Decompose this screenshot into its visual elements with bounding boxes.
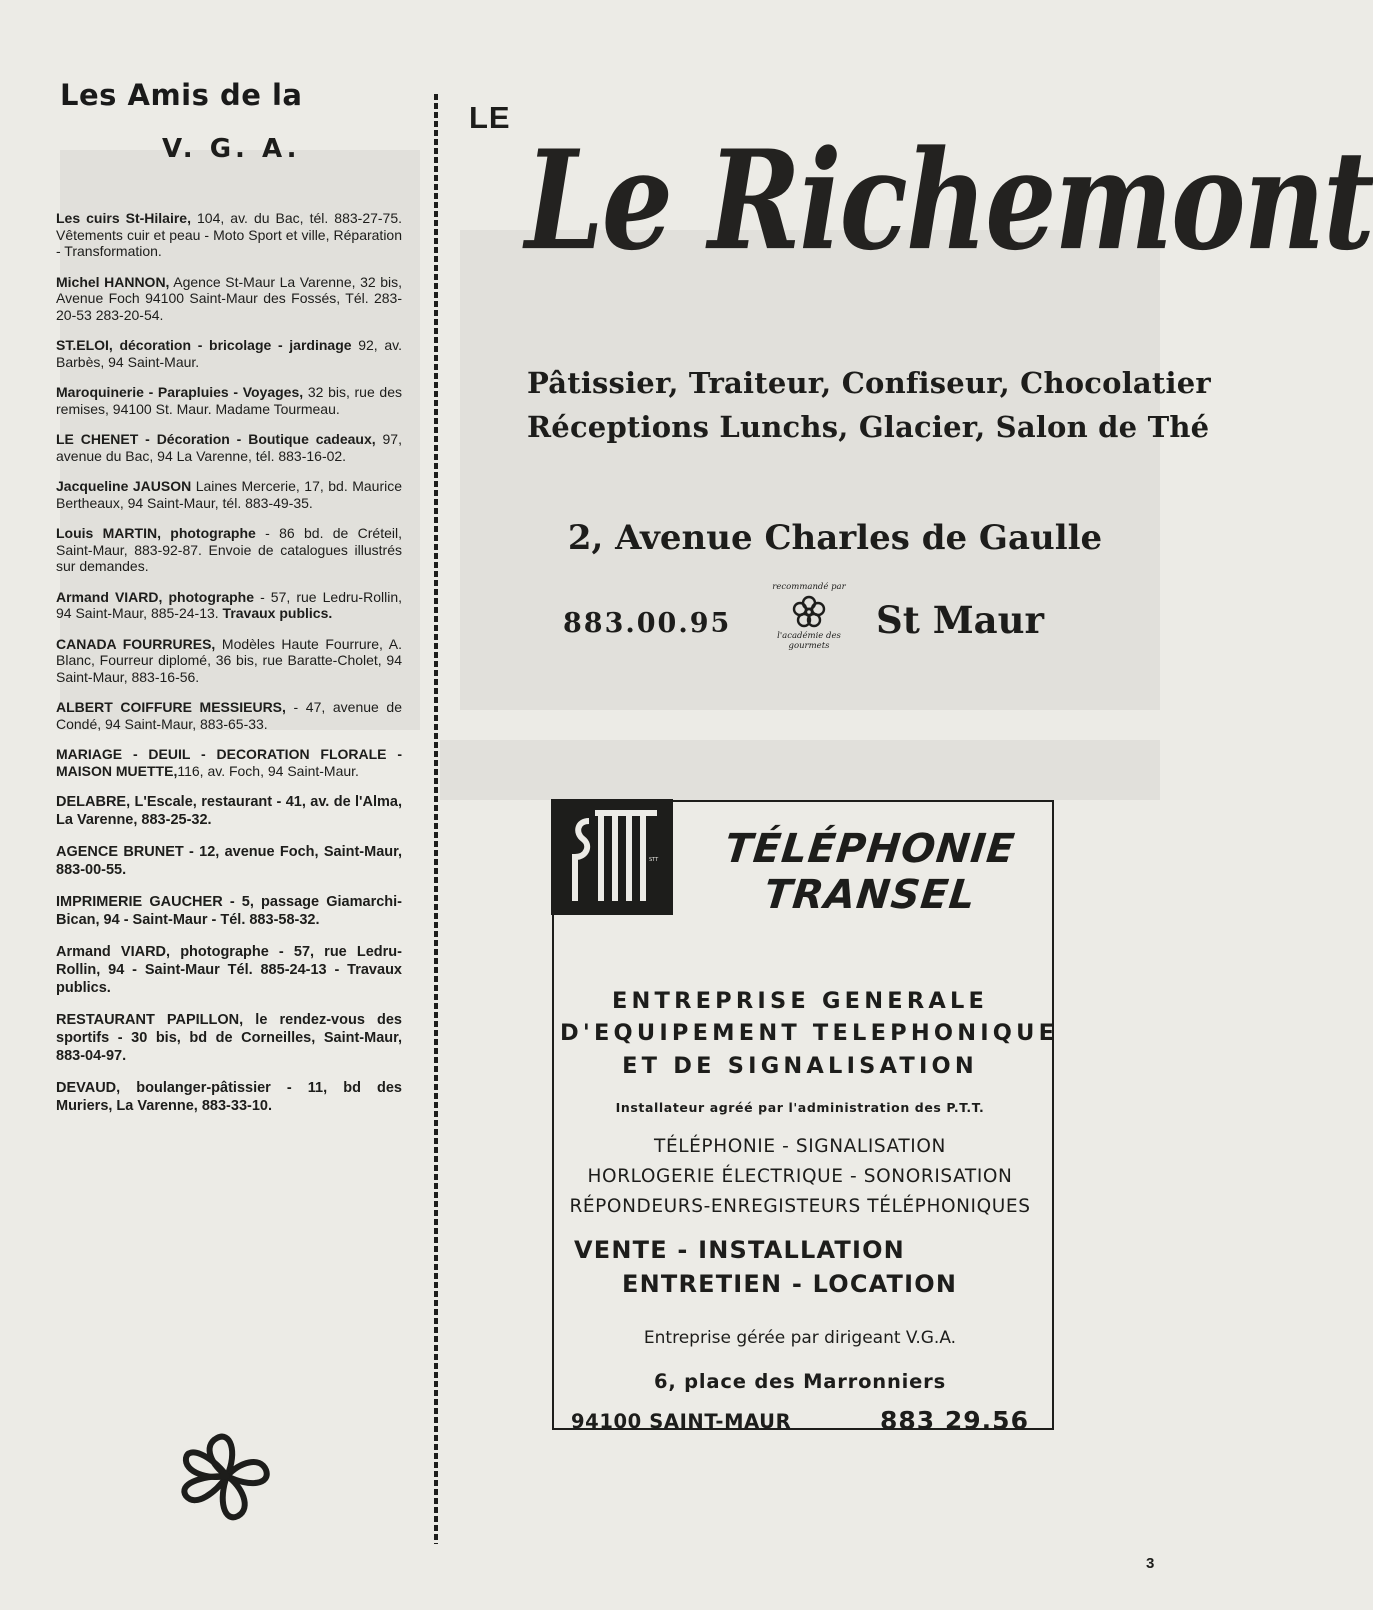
transel-sales-line: VENTE - INSTALLATION [574, 1236, 905, 1264]
transel-address: 6, place des Marronniers [653, 1370, 946, 1393]
reco-label: recommandé par [772, 582, 846, 592]
transel-tagline-3: ET DE SIGNALISATION [622, 1053, 978, 1079]
page-number: 3 [1146, 1555, 1155, 1572]
rosette-icon [791, 594, 827, 630]
stt-logo [551, 799, 673, 915]
sponsor-entry: ST.ELOI, décoration - bricolage - jardinage 92, av. Barbès, 94 Saint-Maur. [56, 337, 402, 370]
sponsor-entry: Armand VIARD, photographe - 57, rue Ledru-Rollin, 94 Saint-Maur, 885-24-13. Travaux publics. [56, 588, 402, 621]
richemont-phone: 883.00.95 [563, 608, 732, 639]
transel-heading-2: TRANSEL [762, 872, 978, 918]
sponsor-entry: Armand VIARD, photographe - 57, rue Ledru-Rollin, 94 - Saint-Maur Tél. 885-24-13 - Travaux publics. [56, 944, 402, 996]
transel-managed-by: Entreprise gérée par dirigeant V.G.A. [643, 1328, 957, 1348]
sponsor-entry: DELABRE, L'Escale, restaurant - 41, av. de l'Alma, La Varenne, 883-25-32. [56, 794, 402, 828]
sponsor-entry: LE CHENET - Décoration - Boutique cadeaux, 97, avenue du Bac, 94 La Varenne, tél. 883-16-02. [56, 431, 402, 464]
sponsor-entry: IMPRIMERIE GAUCHER - 5, passage Giamarchi-Bican, 94 - Saint-Maur - Tél. 883-58-32. [56, 894, 402, 928]
richemont-le: LE [469, 100, 511, 135]
flower-ornament-icon [172, 1426, 282, 1534]
sponsors-column [56, 78, 402, 1129]
sponsor-entry: MARIAGE - DEUIL - DECORATION FLORALE - MAISON MUETTE,116, av. Foch, 94 Saint-Maur. [56, 746, 402, 779]
sponsor-listings [56, 210, 402, 1115]
richemont-services-line1: Pâtissier, Traiteur, Confiseur, Chocolatier [527, 366, 1211, 400]
sponsor-entry: ALBERT COIFFURE MESSIEURS, - 47, avenue de Condé, 94 Saint-Maur, 883-65-33. [56, 699, 402, 732]
transel-service-line: ENTRETIEN - LOCATION [622, 1270, 958, 1298]
richemont-services-line2: Réceptions Lunchs, Glacier, Salon de Thé [527, 410, 1210, 444]
reco-academy: l'académie des gourmets [777, 631, 841, 651]
richemont-address: 2, Avenue Charles de Gaulle [567, 518, 1103, 558]
transel-city: 94100 SAINT-MAUR [571, 1410, 792, 1433]
transel-tagline-2: D'EQUIPEMENT TELEPHONIQUE [560, 1020, 1059, 1046]
stt-logo-text: STT [649, 857, 659, 863]
transel-service-2: HORLOGERIE ÉLECTRIQUE - SONORISATION [587, 1166, 1013, 1187]
transel-phone: 883 29.56 [880, 1406, 1029, 1435]
sponsor-entry: CANADA FOURRURES, Modèles Haute Fourrure, A. Blanc, Fourreur diplomé, 36 bis, rue Baratte-Cholet, 94 Saint-Maur, 883-16-56. [56, 635, 402, 685]
sponsor-entry: Maroquinerie - Parapluies - Voyages, 32 bis, rue des remises, 94100 St. Maur. Madame Tourmeau. [56, 384, 402, 417]
sponsor-entry: RESTAURANT PAPILLON, le rendez-vous des sportifs - 30 bis, bd de Corneilles, Saint-Maur, 883-04-97. [56, 1012, 402, 1064]
stt-logo-mark [551, 799, 673, 915]
transel-tagline-1: ENTREPRISE GENERALE [611, 988, 989, 1014]
transel-service-3: RÉPONDEURS-ENREGISTEURS TÉLÉPHONIQUES [569, 1196, 1031, 1217]
richemont-logo-text: Le Richemont [525, 121, 1373, 282]
sponsor-entry: AGENCE BRUNET - 12, avenue Foch, Saint-Maur, 883-00-55. [56, 844, 402, 878]
sponsor-entry: Michel HANNON, Agence St-Maur La Varenne, 32 bis, Avenue Foch 94100 Saint-Maur des Fossés, Tél. 283-20-53 283-20-54. [56, 273, 402, 323]
transel-service-1: TÉLÉPHONIE - SIGNALISATION [654, 1136, 946, 1157]
sponsor-entry: Les cuirs St-Hilaire, 104, av. du Bac, tél. 883-27-75. Vêtements cuir et peau - Moto Sport et ville, Réparation - Transformation. [56, 210, 403, 259]
sponsors-title: Les Amis de la [60, 78, 303, 112]
column-divider [434, 94, 438, 1544]
richemont-city: St Maur [876, 598, 1045, 642]
sponsor-entry: DEVAUD, boulanger-pâtissier - 11, bd des Muriers, La Varenne, 883-33-10. [56, 1080, 402, 1114]
transel-ptt-approval: Installateur agréé par l'administration des P.T.T. [615, 1100, 985, 1115]
sponsors-subtitle: V. G. A. [162, 134, 301, 164]
transel-heading-1: TÉLÉPHONIE [722, 826, 1018, 872]
sponsor-entry: Louis MARTIN, photographe - 86 bd. de Créteil, Saint-Maur, 883-92-87. Envoie de catalogues illustrés sur demandes. [56, 525, 402, 574]
sponsor-entry: Jacqueline JAUSON Laines Mercerie, 17, bd. Maurice Bertheaux, 94 Saint-Maur, tél. 883-49-35. [56, 478, 403, 511]
gourmets-recommendation [764, 582, 854, 651]
